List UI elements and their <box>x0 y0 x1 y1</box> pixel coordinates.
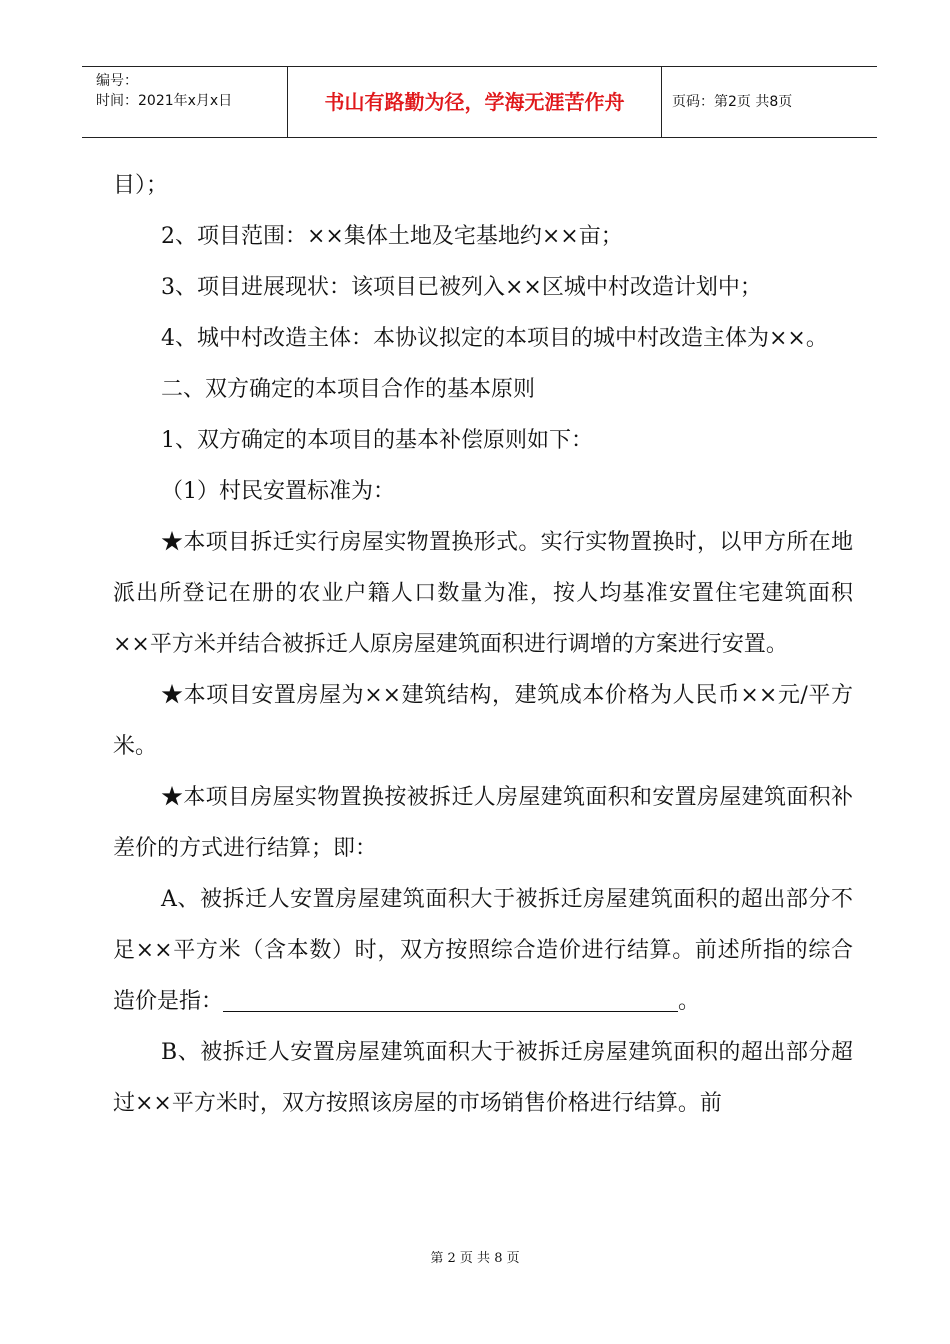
paragraph <box>113 874 853 1027</box>
paragraph-text: A、被拆迁人安置房屋建筑面积大于被拆迁房屋建筑面积的超出部分不足××平方米（含本数）时，双方按照综合造价进行结算。前述所指的综合造价是指： <box>113 887 853 1014</box>
section-heading: 二、双方确定的本项目合作的基本原则 <box>161 377 536 402</box>
header-meta <box>82 67 287 137</box>
paragraph: ★本项目拆迁实行房屋实物置换形式。实行实物置换时，以甲方所在地派出所登记在册的农业户籍人口数量为准，按人均基准安置住宅建筑面积××平方米并结合被拆迁人原房屋建筑面积进行调增的方案进行安置。 <box>113 530 853 657</box>
time-label: 时间：2021年x月x日 <box>96 93 233 109</box>
paragraph: 3、项目进展现状：该项目已被列入××区城中村改造计划中； <box>161 275 762 300</box>
number-label: 编号： <box>96 73 138 89</box>
header-motto: 书山有路勤为径，学海无涯苦作舟 <box>287 67 662 137</box>
fill-in-blank <box>223 985 678 1012</box>
paragraph: （1）村民安置标准为： <box>161 479 395 504</box>
paragraph: 4、城中村改造主体：本协议拟定的本项目的城中村改造主体为××。 <box>161 326 828 351</box>
paragraph: B、被拆迁人安置房屋建筑面积大于被拆迁房屋建筑面积的超出部分超过××平方米时，双方按照该房屋的市场销售价格进行结算。前 <box>113 1040 853 1116</box>
paragraph: ★本项目房屋实物置换按被拆迁人房屋建筑面积和安置房屋建筑面积补差价的方式进行结算；即： <box>113 785 853 861</box>
paragraph: 1、双方确定的本项目的基本补偿原则如下： <box>161 428 593 453</box>
paragraph-end: 。 <box>678 989 701 1014</box>
document-body <box>113 160 853 1129</box>
header-page-label: 页码：第2页 共8页 <box>672 94 793 110</box>
page-footer: 第 2 页 共 8 页 <box>430 1251 520 1266</box>
paragraph: ★本项目安置房屋为××建筑结构，建筑成本价格为人民币××元/平方米。 <box>113 683 853 759</box>
paragraph: 目）； <box>113 173 169 198</box>
paragraph: 2、项目范围：××集体土地及宅基地约××亩； <box>161 224 623 249</box>
page-header <box>82 66 877 138</box>
